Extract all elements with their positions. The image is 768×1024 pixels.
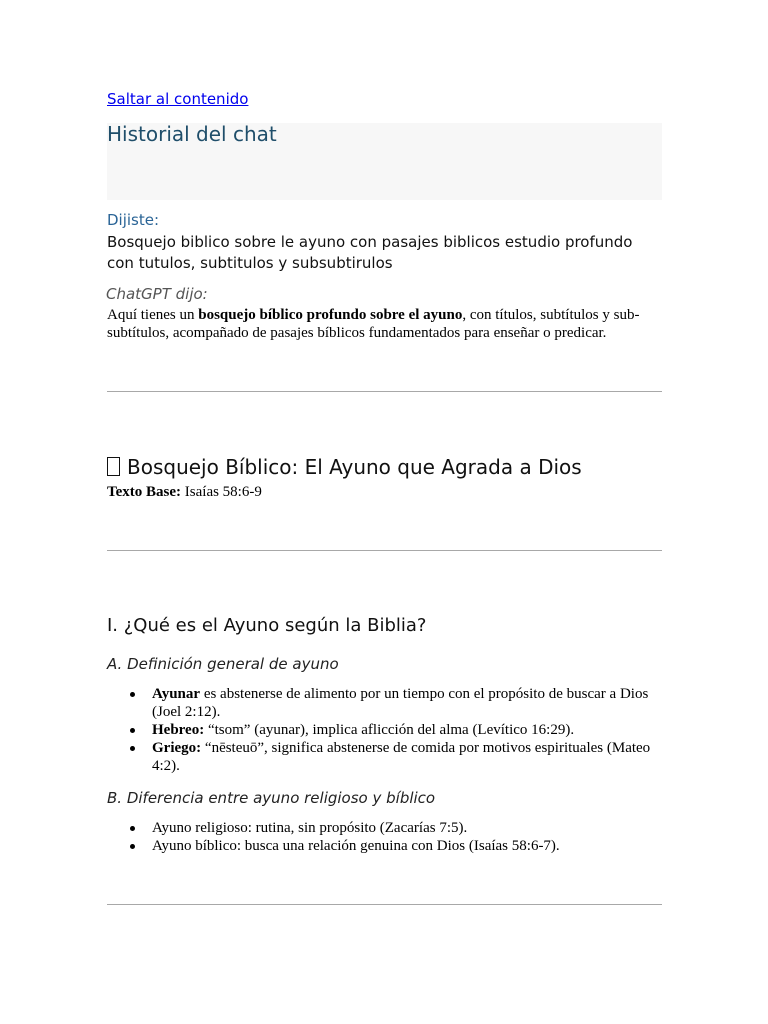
definition-list (107, 685, 662, 775)
assistant-message-label: ChatGPT dijo: (106, 285, 208, 303)
item-text: “tsom” (ayunar), implica aflicción del alma (Levítico 16:29). (204, 722, 575, 738)
item-text: es abstenerse de alimento por un tiempo con el propósito de buscar a Dios (Joel 2:12). (152, 686, 649, 720)
list-item (107, 819, 662, 837)
item-term: Ayunar (152, 686, 201, 702)
section-heading: I. ¿Qué es el Ayuno según la Biblia? (107, 615, 427, 636)
book-emoji-icon (107, 457, 120, 476)
chat-history-title: Historial del chat (107, 122, 277, 146)
subsection-heading-a: A. Definición general de ayuno (107, 655, 339, 673)
difference-list (107, 819, 662, 855)
item-text: Ayuno religioso: rutina, sin propósito (Zacarías 7:5). (152, 820, 468, 836)
divider (107, 391, 662, 392)
base-text-line (107, 483, 262, 501)
item-text: “nēsteuō”, significa abstenerse de comida por motivos espirituales (Mateo 4:2). (152, 740, 651, 774)
item-term: Hebreo: (152, 722, 205, 738)
user-message-text: Bosquejo biblico sobre le ayuno con pasajes biblicos estudio profundo con tutulos, subtitulos y subsubtirulos (107, 233, 633, 272)
base-text-value: Isaías 58:6-9 (181, 484, 262, 500)
intro-suffix: , con títulos, subtítulos y sub-subtítulos, acompañado de pasajes bíblicos fundamentados para enseñar o predicar. (107, 307, 640, 341)
user-message-label: Dijiste: (107, 211, 160, 229)
outline-title-text: Bosquejo Bíblico: El Ayuno que Agrada a Dios (127, 455, 582, 479)
list-item (107, 837, 662, 855)
intro-prefix: Aquí tienes un (107, 307, 199, 323)
subsection-heading-b: B. Diferencia entre ayuno religioso y bíblico (107, 789, 436, 807)
intro-bold: bosquejo bíblico profundo sobre el ayuno (198, 307, 463, 323)
list-item (107, 721, 662, 739)
list-item (107, 739, 662, 775)
assistant-intro-paragraph (107, 306, 652, 342)
base-text-label: Texto Base: (107, 484, 182, 500)
item-text: Ayuno bíblico: busca una relación genuina con Dios (Isaías 58:6-7). (152, 838, 560, 854)
divider (107, 904, 662, 905)
outline-title (107, 455, 582, 479)
skip-to-content-link[interactable]: Saltar al contenido (107, 90, 249, 108)
item-term: Griego: (152, 740, 202, 756)
list-item (107, 685, 662, 721)
divider (107, 550, 662, 551)
